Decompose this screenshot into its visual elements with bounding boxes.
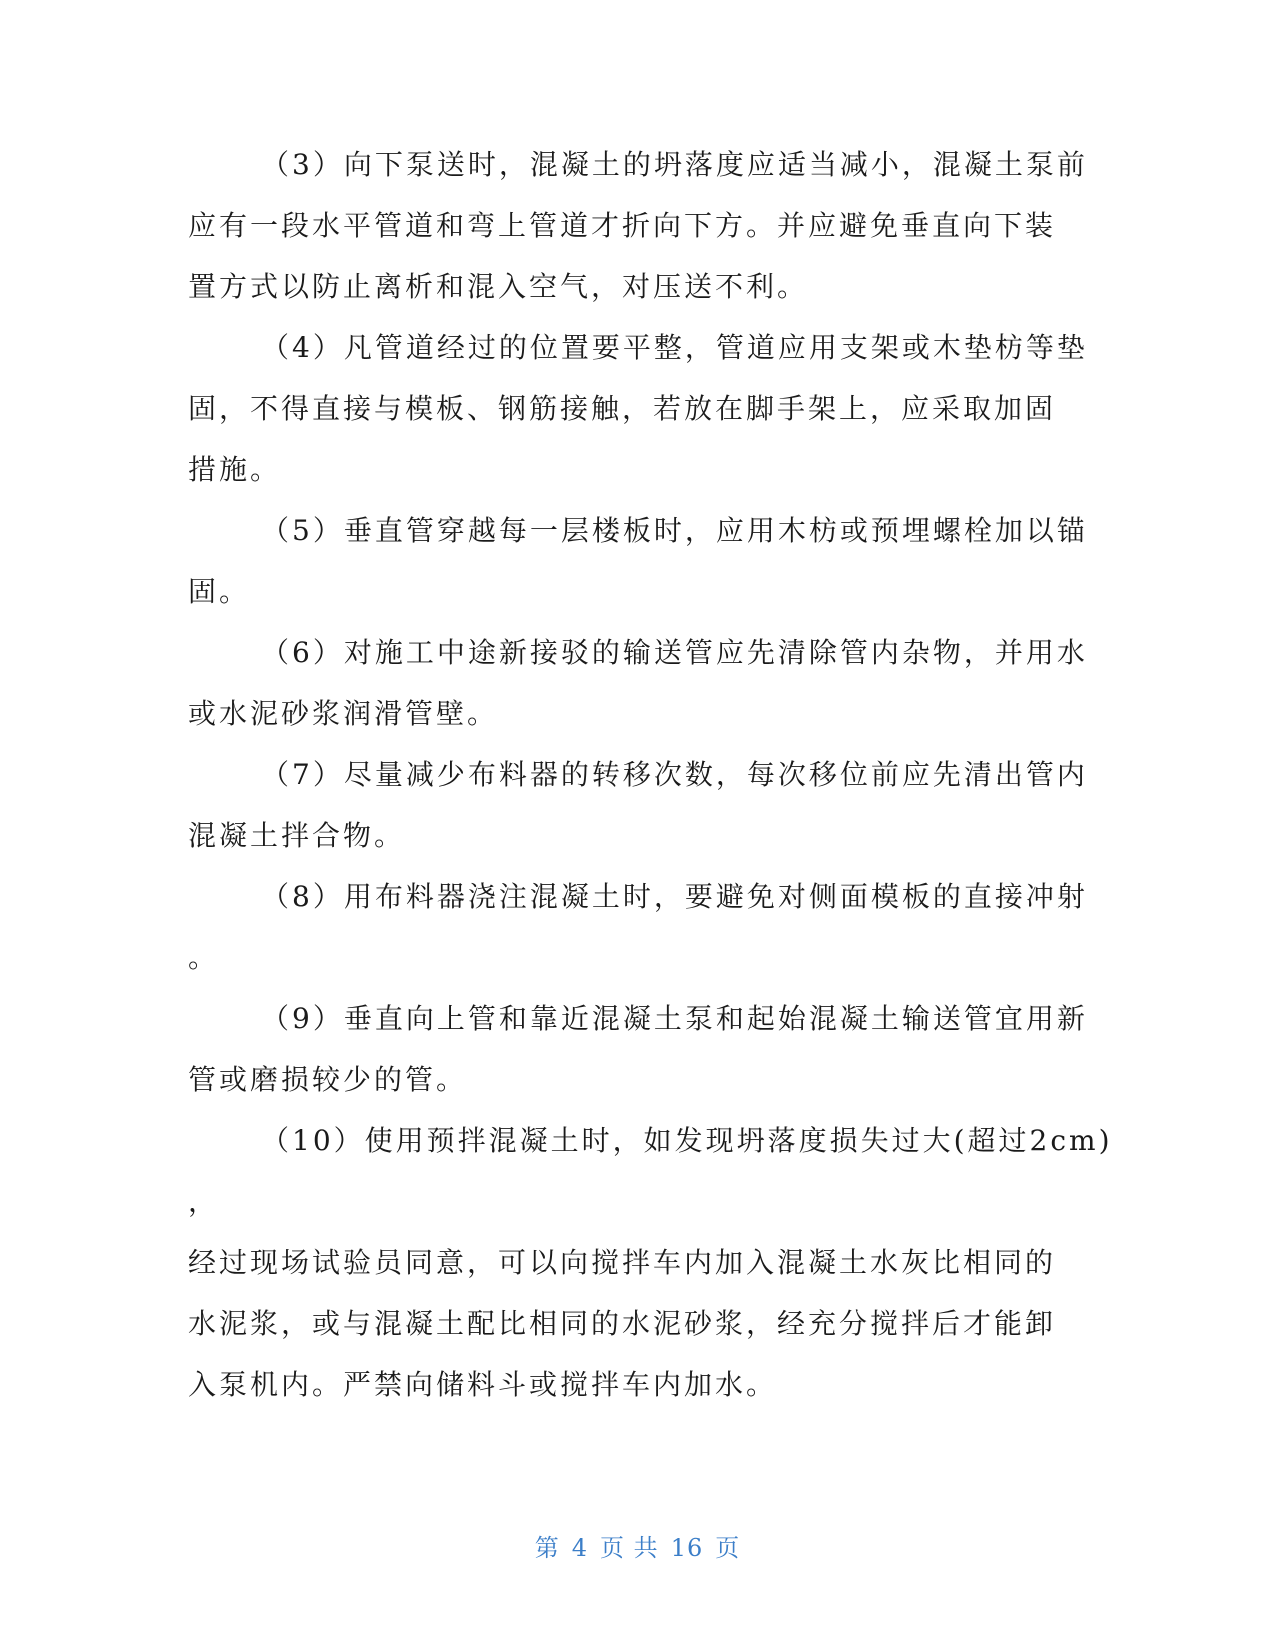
paragraph-10-line-3: 经过现场试验员同意，可以向搅拌车内加入混凝土水灰比相同的	[188, 1246, 1057, 1279]
paragraph-7-line-2: 混凝土拌合物。	[188, 819, 406, 852]
footer-suffix: 页	[715, 1534, 741, 1562]
paragraph-3-line-1: （3）向下泵送时，混凝土的坍落度应适当减小，混凝土泵前	[261, 148, 1088, 181]
paragraph-4-line-2: 固，不得直接与模板、钢筋接触，若放在脚手架上，应采取加固	[188, 392, 1057, 425]
paragraph-8-line-2: 。	[188, 941, 220, 974]
paragraph-8-line-1: （8）用布料器浇注混凝土时，要避免对侧面模板的直接冲射	[261, 880, 1088, 913]
page-footer	[0, 1528, 1275, 1563]
paragraph-10-line-1: （10）使用预拌混凝土时，如发现坍落度损失过大(超过2cm)	[261, 1124, 1113, 1157]
footer-middle: 页 共	[600, 1534, 659, 1562]
paragraph-5-line-2: 固。	[188, 575, 251, 608]
paragraph-9-line-1: （9）垂直向上管和靠近混凝土泵和起始混凝土输送管宜用新	[261, 1002, 1088, 1035]
paragraph-5-line-1: （5）垂直管穿越每一层楼板时，应用木枋或预埋螺栓加以锚	[261, 514, 1088, 547]
paragraph-10-line-2: ，	[188, 1185, 220, 1218]
paragraph-3-line-2: 应有一段水平管道和弯上管道才折向下方。并应避免垂直向下装	[188, 209, 1057, 242]
paragraph-6-line-2: 或水泥砂浆润滑管壁。	[188, 697, 499, 730]
paragraph-9-line-2: 管或磨损较少的管。	[188, 1063, 468, 1096]
footer-prefix: 第	[534, 1534, 560, 1562]
paragraph-3-line-3: 置方式以防止离析和混入空气，对压送不利。	[188, 270, 809, 303]
footer-total-pages: 16	[670, 1534, 704, 1562]
paragraph-7-line-1: （7）尽量减少布料器的转移次数，每次移位前应先清出管内	[261, 758, 1088, 791]
document-body	[188, 134, 1113, 1415]
paragraph-10-line-4: 水泥浆，或与混凝土配比相同的水泥砂浆，经充分搅拌后才能卸	[188, 1307, 1057, 1340]
footer-page-number: 4	[571, 1534, 589, 1562]
paragraph-6-line-1: （6）对施工中途新接驳的输送管应先清除管内杂物，并用水	[261, 636, 1088, 669]
paragraph-4-line-1: （4）凡管道经过的位置要平整，管道应用支架或木垫枋等垫	[261, 331, 1088, 364]
paragraph-10-line-5: 入泵机内。严禁向储料斗或搅拌车内加水。	[188, 1368, 778, 1401]
paragraph-4-line-3: 措施。	[188, 453, 282, 486]
